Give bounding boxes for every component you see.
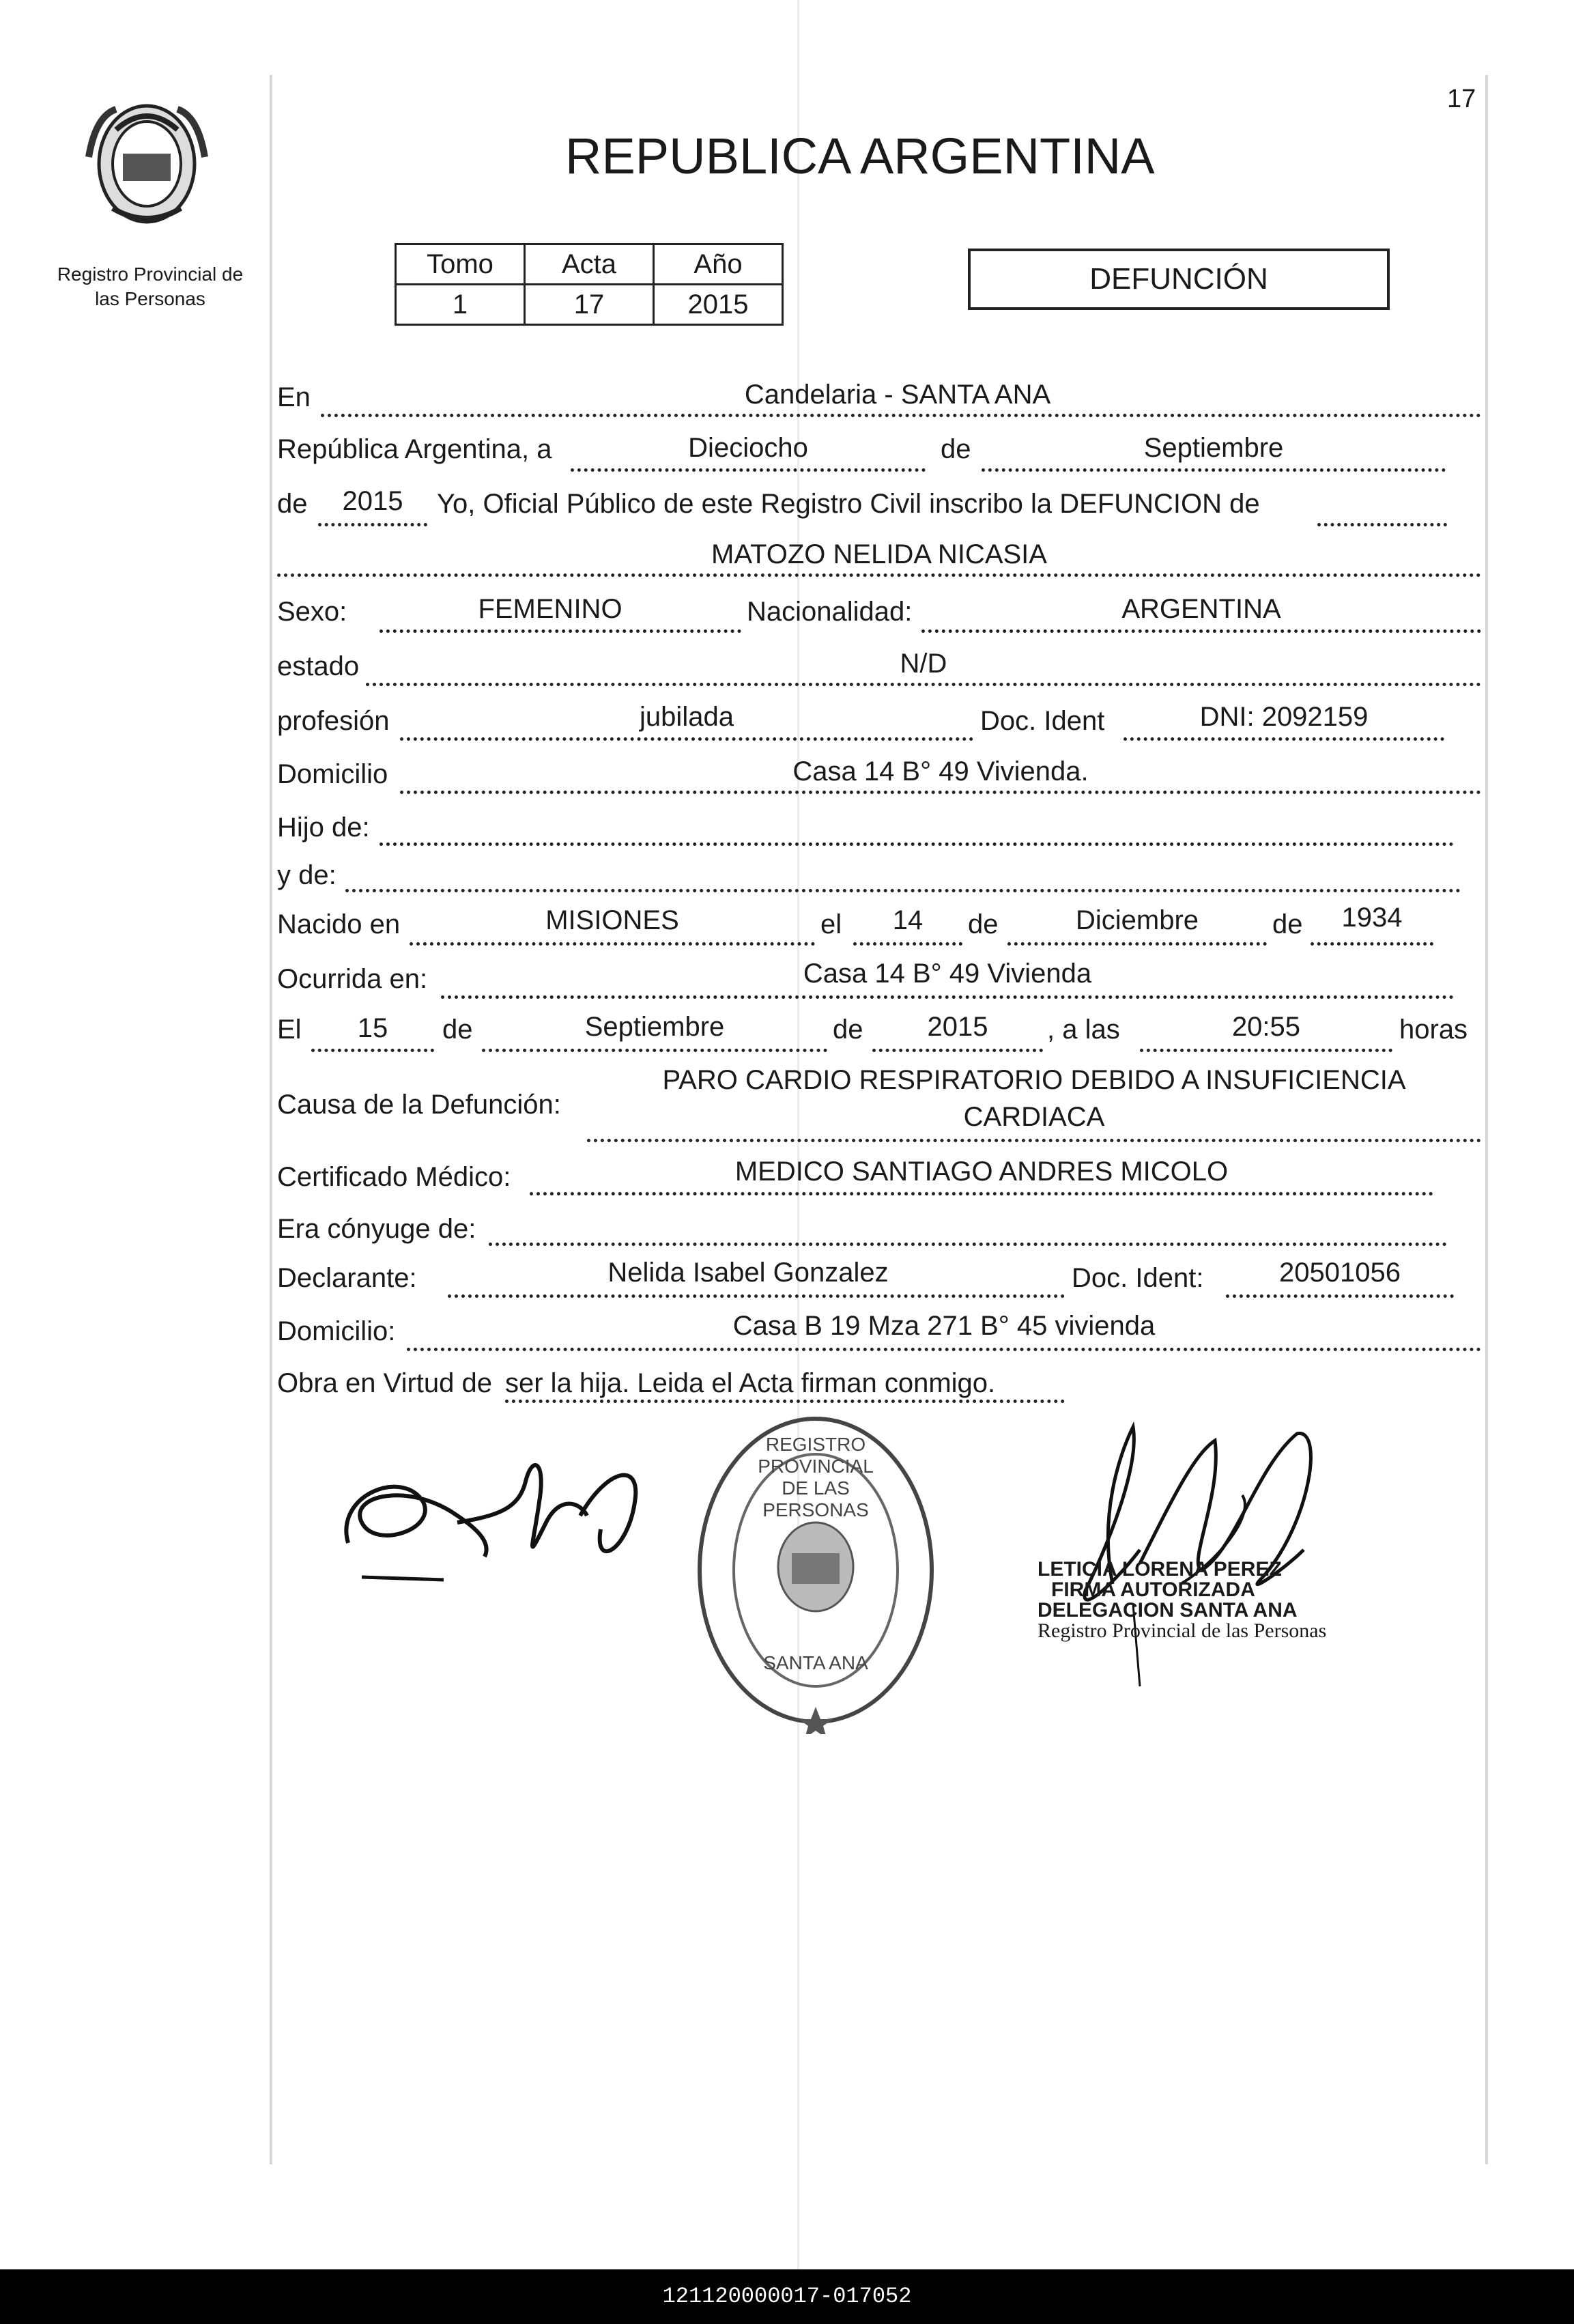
doc2-line <box>1226 1294 1454 1298</box>
estado-value: N/D <box>900 649 947 679</box>
hijo-line <box>380 842 1454 846</box>
page-title: REPUBLICA ARGENTINA <box>565 128 1155 184</box>
signature-icon <box>321 1441 676 1598</box>
hijo-label: Hijo de: <box>277 812 370 842</box>
misiones-seal-icon <box>75 89 218 246</box>
obra-line <box>505 1400 1065 1403</box>
nac-dia-line <box>853 942 962 946</box>
nombre-value: MATOZO NELIDA NICASIA <box>711 539 1047 569</box>
obra-label: Obra en Virtud de <box>277 1368 493 1398</box>
doc2-value: 20501056 <box>1279 1258 1401 1288</box>
dia-value: Dieciocho <box>688 433 808 463</box>
domicilio-line <box>400 791 1481 794</box>
el2-label: El <box>277 1015 302 1045</box>
de5-label: de <box>442 1015 473 1045</box>
nombre-line <box>277 573 1481 577</box>
conyuge-line <box>489 1243 1447 1246</box>
def-dia-value: 15 <box>357 1013 388 1043</box>
dia-line <box>571 468 926 472</box>
conyuge-label: Era cónyuge de: <box>277 1214 476 1244</box>
nacido-value: MISIONES <box>545 905 679 935</box>
nacido-label: Nacido en <box>277 909 401 939</box>
ocurrida-line <box>441 995 1454 999</box>
nacido-line <box>410 942 815 946</box>
page-number: 17 <box>1447 85 1476 113</box>
nac-anio-value: 1934 <box>1341 903 1403 933</box>
en-label: En <box>277 382 311 412</box>
declarante-value: Nelida Isabel Gonzalez <box>607 1258 889 1288</box>
stamp-inner-text: SANTA ANA <box>763 1652 868 1673</box>
nac-mes-value: Diciembre <box>1075 905 1199 935</box>
def-dia-line <box>311 1049 434 1052</box>
signature-block: LETICIA LORENA PEREZ FIRMA AUTORIZADA DELEGACION SANTA ANA Registro Provincial de las Personas <box>1038 1558 1327 1642</box>
oficial-text: Yo, Oficial Público de este Registro Civil inscribo la DEFUNCION de <box>437 489 1260 519</box>
mes-line <box>982 468 1446 472</box>
doc2-label: Doc. Ident: <box>1072 1263 1204 1293</box>
left-margin-line <box>270 75 272 2164</box>
estado-label: estado <box>277 651 360 681</box>
mes-value: Septiembre <box>1143 433 1284 463</box>
nac-anio-line <box>1311 942 1433 946</box>
de4-label: de <box>1272 909 1303 939</box>
de6-label: de <box>833 1015 863 1045</box>
ocurrida-label: Ocurrida en: <box>277 964 428 994</box>
obra-value: ser la hija. Leida el Acta firman conmigo. <box>505 1368 996 1398</box>
causa-line2: CARDIACA <box>963 1102 1105 1132</box>
registry-caption: Registro Provincial de las Personas <box>57 264 244 309</box>
nacionalidad-value: ARGENTINA <box>1121 594 1281 624</box>
sexo-line <box>380 629 741 633</box>
profesion-label: profesión <box>277 706 390 736</box>
province-logo <box>75 89 218 246</box>
tomo-value: 1 <box>396 285 525 325</box>
certificado-value: MEDICO SANTIAGO ANDRES MICOLO <box>734 1157 1229 1187</box>
anio-label: Año <box>654 244 783 285</box>
en-value: Candelaria - SANTA ANA <box>744 380 1051 410</box>
de2-label: de <box>277 489 308 519</box>
tomo-label: Tomo <box>396 244 525 285</box>
oficial-line <box>1317 523 1447 526</box>
sexo-value: FEMENINO <box>478 594 623 624</box>
de3-label: de <box>968 909 999 939</box>
certificado-line <box>530 1192 1433 1195</box>
official-stamp <box>689 1406 942 1734</box>
declarante-label: Declarante: <box>277 1263 417 1293</box>
footer-code: 121120000017-017052 <box>0 2269 1574 2324</box>
signature-icon-2 <box>1038 1413 1351 1700</box>
yde-label: y de: <box>277 860 337 890</box>
sexo-label: Sexo: <box>277 597 347 627</box>
domicilio2-value: Casa B 19 Mza 271 B° 45 vivienda <box>732 1311 1156 1341</box>
def-mes-line <box>482 1049 827 1052</box>
right-margin-line <box>1485 75 1488 2164</box>
estado-line <box>366 683 1481 686</box>
domicilio2-line <box>407 1348 1481 1351</box>
anio-value: 2015 <box>654 285 783 325</box>
stamp-ring-text: REGISTRO PROVINCIAL DE LAS PERSONAS <box>758 1434 874 1520</box>
acta-label: Acta <box>525 244 654 285</box>
causa-line1: PARO CARDIO RESPIRATORIO DEBIDO A INSUFICIENCIA <box>662 1065 1406 1095</box>
horas-label: horas <box>1399 1015 1468 1045</box>
hora-line <box>1140 1049 1392 1052</box>
causa-line <box>587 1139 1481 1142</box>
ocurrida-value: Casa 14 B° 49 Vivienda <box>803 959 1092 989</box>
de-label: de <box>941 434 971 464</box>
domicilio2-label: Domicilio: <box>277 1316 396 1346</box>
record-type-box: DEFUNCIÓN <box>968 249 1390 310</box>
domicilio-value: Casa 14 B° 49 Vivienda. <box>792 756 1089 787</box>
nacionalidad-line <box>921 629 1481 633</box>
republica-label: República Argentina, a <box>277 434 552 464</box>
en-line <box>321 414 1481 417</box>
profesion-line <box>400 737 973 741</box>
hora-value: 20:55 <box>1231 1012 1301 1042</box>
certificado-label: Certificado Médico: <box>277 1162 511 1192</box>
official-signature <box>1038 1413 1351 1700</box>
nac-dia-value: 14 <box>892 905 924 935</box>
anio-line <box>318 523 427 526</box>
doc-label: Doc. Ident <box>980 706 1105 736</box>
profesion-value: jubilada <box>640 702 734 732</box>
doc-line <box>1124 737 1444 741</box>
record-table <box>395 243 784 326</box>
def-anio-line <box>872 1049 1043 1052</box>
acta-value: 17 <box>525 285 654 325</box>
anio-inscripcion: 2015 <box>342 486 403 516</box>
def-mes-value: Septiembre <box>584 1012 725 1042</box>
nac-mes-line <box>1007 942 1267 946</box>
declarante-line <box>448 1294 1065 1298</box>
doc-value: DNI: 2092159 <box>1199 702 1369 732</box>
causa-label: Causa de la Defunción: <box>277 1090 561 1120</box>
domicilio-label: Domicilio <box>277 759 388 789</box>
declarant-signature <box>321 1441 676 1598</box>
el-label: el <box>820 909 842 939</box>
nacionalidad-label: Nacionalidad: <box>747 597 913 627</box>
def-anio-value: 2015 <box>927 1012 988 1042</box>
alas-label: , a las <box>1047 1015 1120 1045</box>
yde-line <box>345 889 1461 892</box>
